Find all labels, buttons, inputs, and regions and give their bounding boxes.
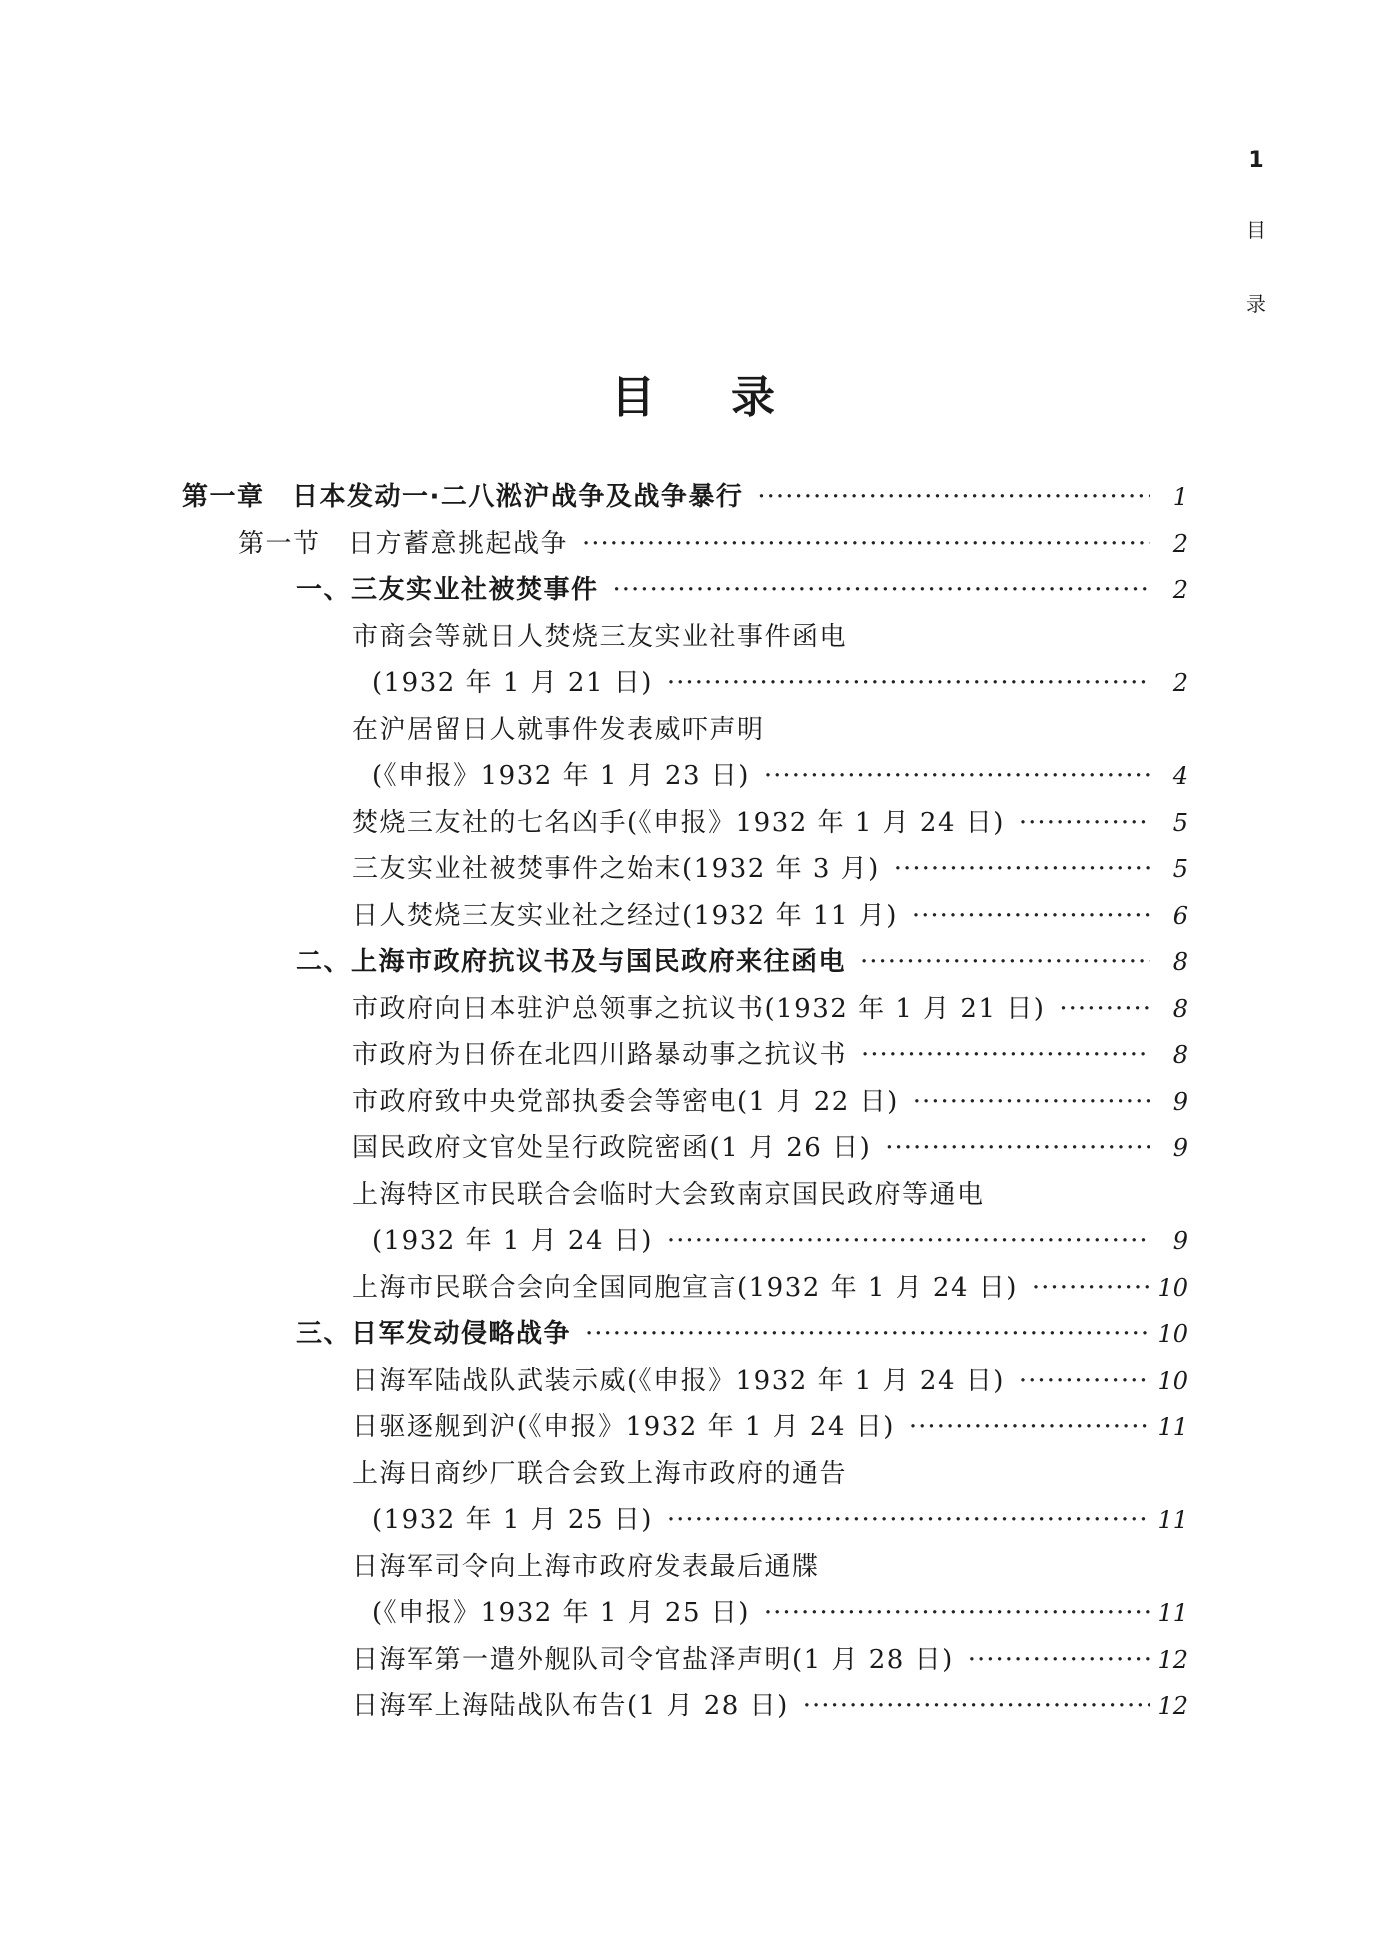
- toc-entry-page-number: 11: [1157, 1599, 1188, 1627]
- toc-entry-page-number: 5: [1172, 855, 1188, 883]
- running-header-char-1: 目: [1246, 218, 1266, 242]
- toc-entry-label: 二、上海市政府抗议书及与国民政府来往函电: [296, 947, 847, 977]
- dot-leader: [954, 1637, 1150, 1684]
- toc-entry-row: [352, 614, 847, 661]
- toc-entry-label: 在沪居留日人就事件发表威吓声明: [352, 714, 765, 745]
- toc-entry-row: [372, 1497, 1188, 1544]
- toc-entry[interactable]: [0, 1265, 1386, 1312]
- toc-entry-label: 市政府致中央党部执委会等密电(1 月 22 日): [352, 1086, 899, 1117]
- toc-entry-row: [352, 1032, 1188, 1079]
- dot-leader: [568, 521, 1150, 568]
- toc-entry-label: 焚烧三友社的七名凶手(《申报》1932 年 1 月 24 日): [352, 807, 1005, 838]
- toc-entry[interactable]: [0, 1404, 1386, 1451]
- toc-entry-row: [352, 1172, 985, 1219]
- toc-entry-label: 日海军第一遣外舰队司令官盐泽声明(1 月 28 日): [352, 1644, 954, 1675]
- toc-entry[interactable]: [0, 660, 1386, 707]
- toc-entry-page-number: 10: [1157, 1320, 1188, 1348]
- toc-entry[interactable]: [0, 1683, 1386, 1730]
- toc-entry-row: [352, 707, 765, 754]
- toc-entry-label: (《申报》1932 年 1 月 25 日): [372, 1598, 750, 1628]
- toc-entry[interactable]: [0, 1032, 1386, 1079]
- dot-leader: [846, 939, 1150, 986]
- dot-leader: [653, 660, 1150, 707]
- dot-leader: [599, 567, 1150, 614]
- toc-entry-page-number: 8: [1172, 948, 1188, 976]
- dot-leader: [653, 1218, 1150, 1265]
- toc-entry-row: [352, 1265, 1188, 1312]
- running-page-number: 1: [1248, 148, 1264, 173]
- toc-entry[interactable]: [0, 1218, 1386, 1265]
- toc-entry-label: 第一节 日方蓄意挑起战争: [238, 528, 569, 559]
- toc-entry-label: 日驱逐舰到沪(《申报》1932 年 1 月 24 日): [352, 1412, 895, 1442]
- toc-entry-page-number: 6: [1172, 901, 1188, 930]
- toc-entry-page-number: 10: [1157, 1366, 1188, 1395]
- title-char-1: 目: [611, 372, 655, 424]
- toc-entry[interactable]: [0, 939, 1386, 986]
- toc-entry[interactable]: [0, 753, 1386, 800]
- toc-entry-page-number: 2: [1172, 529, 1188, 558]
- toc-entry-label: 日海军上海陆战队布告(1 月 28 日): [352, 1691, 789, 1721]
- running-header-char-2: 录: [1246, 292, 1266, 316]
- dot-leader: [880, 846, 1150, 893]
- toc-entry-row: [372, 1218, 1188, 1265]
- toc-entry-page-number: 11: [1157, 1506, 1188, 1534]
- toc-entry[interactable]: [0, 1172, 1386, 1219]
- toc-entry[interactable]: [0, 893, 1386, 940]
- toc-entry[interactable]: [0, 1544, 1386, 1591]
- toc-entry-label: 三、日军发动侵略战争: [296, 1319, 572, 1349]
- toc-entry-page-number: 9: [1172, 1227, 1188, 1255]
- dot-leader: [750, 753, 1150, 800]
- dot-leader: [1005, 1358, 1150, 1405]
- page-title: [0, 361, 1386, 425]
- toc-entry-row: [238, 521, 1188, 568]
- toc-entry[interactable]: [0, 986, 1386, 1033]
- toc-entry-row: [352, 986, 1188, 1033]
- toc-entry-row: [352, 1451, 847, 1498]
- toc-entry-row: [352, 846, 1188, 893]
- toc-entry[interactable]: [0, 614, 1386, 661]
- toc-entry-row: [352, 1637, 1188, 1684]
- dot-leader: [899, 1079, 1150, 1126]
- toc-entry-page-number: 11: [1157, 1413, 1188, 1441]
- toc-entry-row: [182, 474, 1188, 521]
- toc-entry-label: 三友实业社被焚事件之始末(1932 年 3 月): [352, 854, 880, 884]
- toc-entry-label: (1932 年 1 月 21 日): [372, 668, 653, 698]
- toc-entry-row: [296, 567, 1188, 614]
- toc-entry-page-number: 1: [1172, 483, 1188, 511]
- toc-entry-label: 国民政府文官处呈行政院密函(1 月 26 日): [352, 1133, 872, 1163]
- toc-entry-page-number: 8: [1172, 994, 1188, 1023]
- toc-entry-row: [352, 1683, 1188, 1730]
- toc-entry-row: [372, 753, 1188, 800]
- toc-entry-row: [372, 1590, 1188, 1637]
- toc-entry[interactable]: [0, 1451, 1386, 1498]
- toc-entry-label: 一、三友实业社被焚事件: [296, 575, 599, 605]
- toc-entry-page-number: 8: [1172, 1041, 1188, 1069]
- toc-entry-page-number: 12: [1157, 1645, 1188, 1674]
- toc-entry-label: 上海市民联合会向全国同胞宣言(1932 年 1 月 24 日): [352, 1272, 1018, 1303]
- toc-entry-row: [372, 660, 1188, 707]
- dot-leader: [571, 1311, 1150, 1358]
- toc-entry-label: 上海日商纱厂联合会致上海市政府的通告: [352, 1458, 848, 1489]
- table-of-contents: [0, 474, 1386, 1730]
- toc-entry-row: [296, 1311, 1188, 1358]
- dot-leader: [895, 1404, 1150, 1451]
- dot-leader: [898, 893, 1150, 940]
- toc-entry-page-number: 4: [1172, 762, 1188, 790]
- toc-entry-row: [352, 800, 1188, 847]
- toc-entry-row: [352, 1125, 1188, 1172]
- toc-entry[interactable]: [0, 474, 1386, 521]
- toc-entry-page-number: 10: [1157, 1273, 1188, 1302]
- toc-entry[interactable]: [0, 567, 1386, 614]
- toc-entry-label: (《申报》1932 年 1 月 23 日): [372, 761, 750, 791]
- toc-entry-label: 日海军司令向上海市政府发表最后通牒: [352, 1551, 820, 1582]
- toc-entry-label: (1932 年 1 月 25 日): [372, 1505, 653, 1535]
- dot-leader: [750, 1590, 1150, 1637]
- toc-entry-row: [352, 893, 1188, 940]
- toc-entry-page-number: 9: [1172, 1134, 1188, 1162]
- dot-leader: [743, 474, 1150, 521]
- toc-entry-row: [352, 1079, 1188, 1126]
- toc-entry-row: [352, 1358, 1188, 1405]
- dot-leader: [847, 1032, 1150, 1079]
- toc-entry-label: 日海军陆战队武装示威(《申报》1932 年 1 月 24 日): [352, 1365, 1005, 1396]
- toc-entry[interactable]: [0, 1079, 1386, 1126]
- toc-entry[interactable]: [0, 1497, 1386, 1544]
- toc-entry[interactable]: [0, 1358, 1386, 1405]
- toc-entry-page-number: 2: [1172, 576, 1188, 604]
- toc-entry[interactable]: [0, 800, 1386, 847]
- toc-entry-label: 市政府向日本驻沪总领事之抗议书(1932 年 1 月 21 日): [352, 993, 1046, 1024]
- toc-entry[interactable]: [0, 1311, 1386, 1358]
- toc-entry-label: (1932 年 1 月 24 日): [372, 1226, 653, 1256]
- toc-entry-page-number: 12: [1157, 1692, 1188, 1720]
- toc-entry-label: 上海特区市民联合会临时大会致南京国民政府等通电: [352, 1179, 985, 1210]
- toc-entry-row: [296, 939, 1188, 986]
- dot-leader: [1018, 1265, 1150, 1312]
- toc-entry[interactable]: [0, 1637, 1386, 1684]
- toc-entry[interactable]: [0, 1590, 1386, 1637]
- toc-entry-label: 市政府为日侨在北四川路暴动事之抗议书: [352, 1040, 848, 1070]
- toc-entry[interactable]: [0, 1125, 1386, 1172]
- dot-leader: [1045, 986, 1150, 1033]
- toc-entry-row: [352, 1404, 1188, 1451]
- dot-leader: [653, 1497, 1150, 1544]
- dot-leader: [871, 1125, 1150, 1172]
- toc-entry-label: 第一章 日本发动一·二八淞沪战争及战争暴行: [182, 482, 744, 512]
- toc-entry-row: [352, 1544, 820, 1591]
- dot-leader: [1005, 800, 1150, 847]
- toc-entry-label: 日人焚烧三友实业社之经过(1932 年 11 月): [352, 900, 898, 931]
- toc-entry[interactable]: [0, 846, 1386, 893]
- toc-entry[interactable]: [0, 707, 1386, 754]
- toc-entry-page-number: 9: [1172, 1087, 1188, 1116]
- toc-entry-label: 市商会等就日人焚烧三友实业社事件函电: [352, 621, 848, 652]
- dot-leader: [789, 1683, 1150, 1730]
- toc-entry-page-number: 2: [1172, 669, 1188, 697]
- title-char-2: 录: [731, 372, 775, 424]
- toc-entry[interactable]: [0, 521, 1386, 568]
- toc-entry-page-number: 5: [1172, 808, 1188, 837]
